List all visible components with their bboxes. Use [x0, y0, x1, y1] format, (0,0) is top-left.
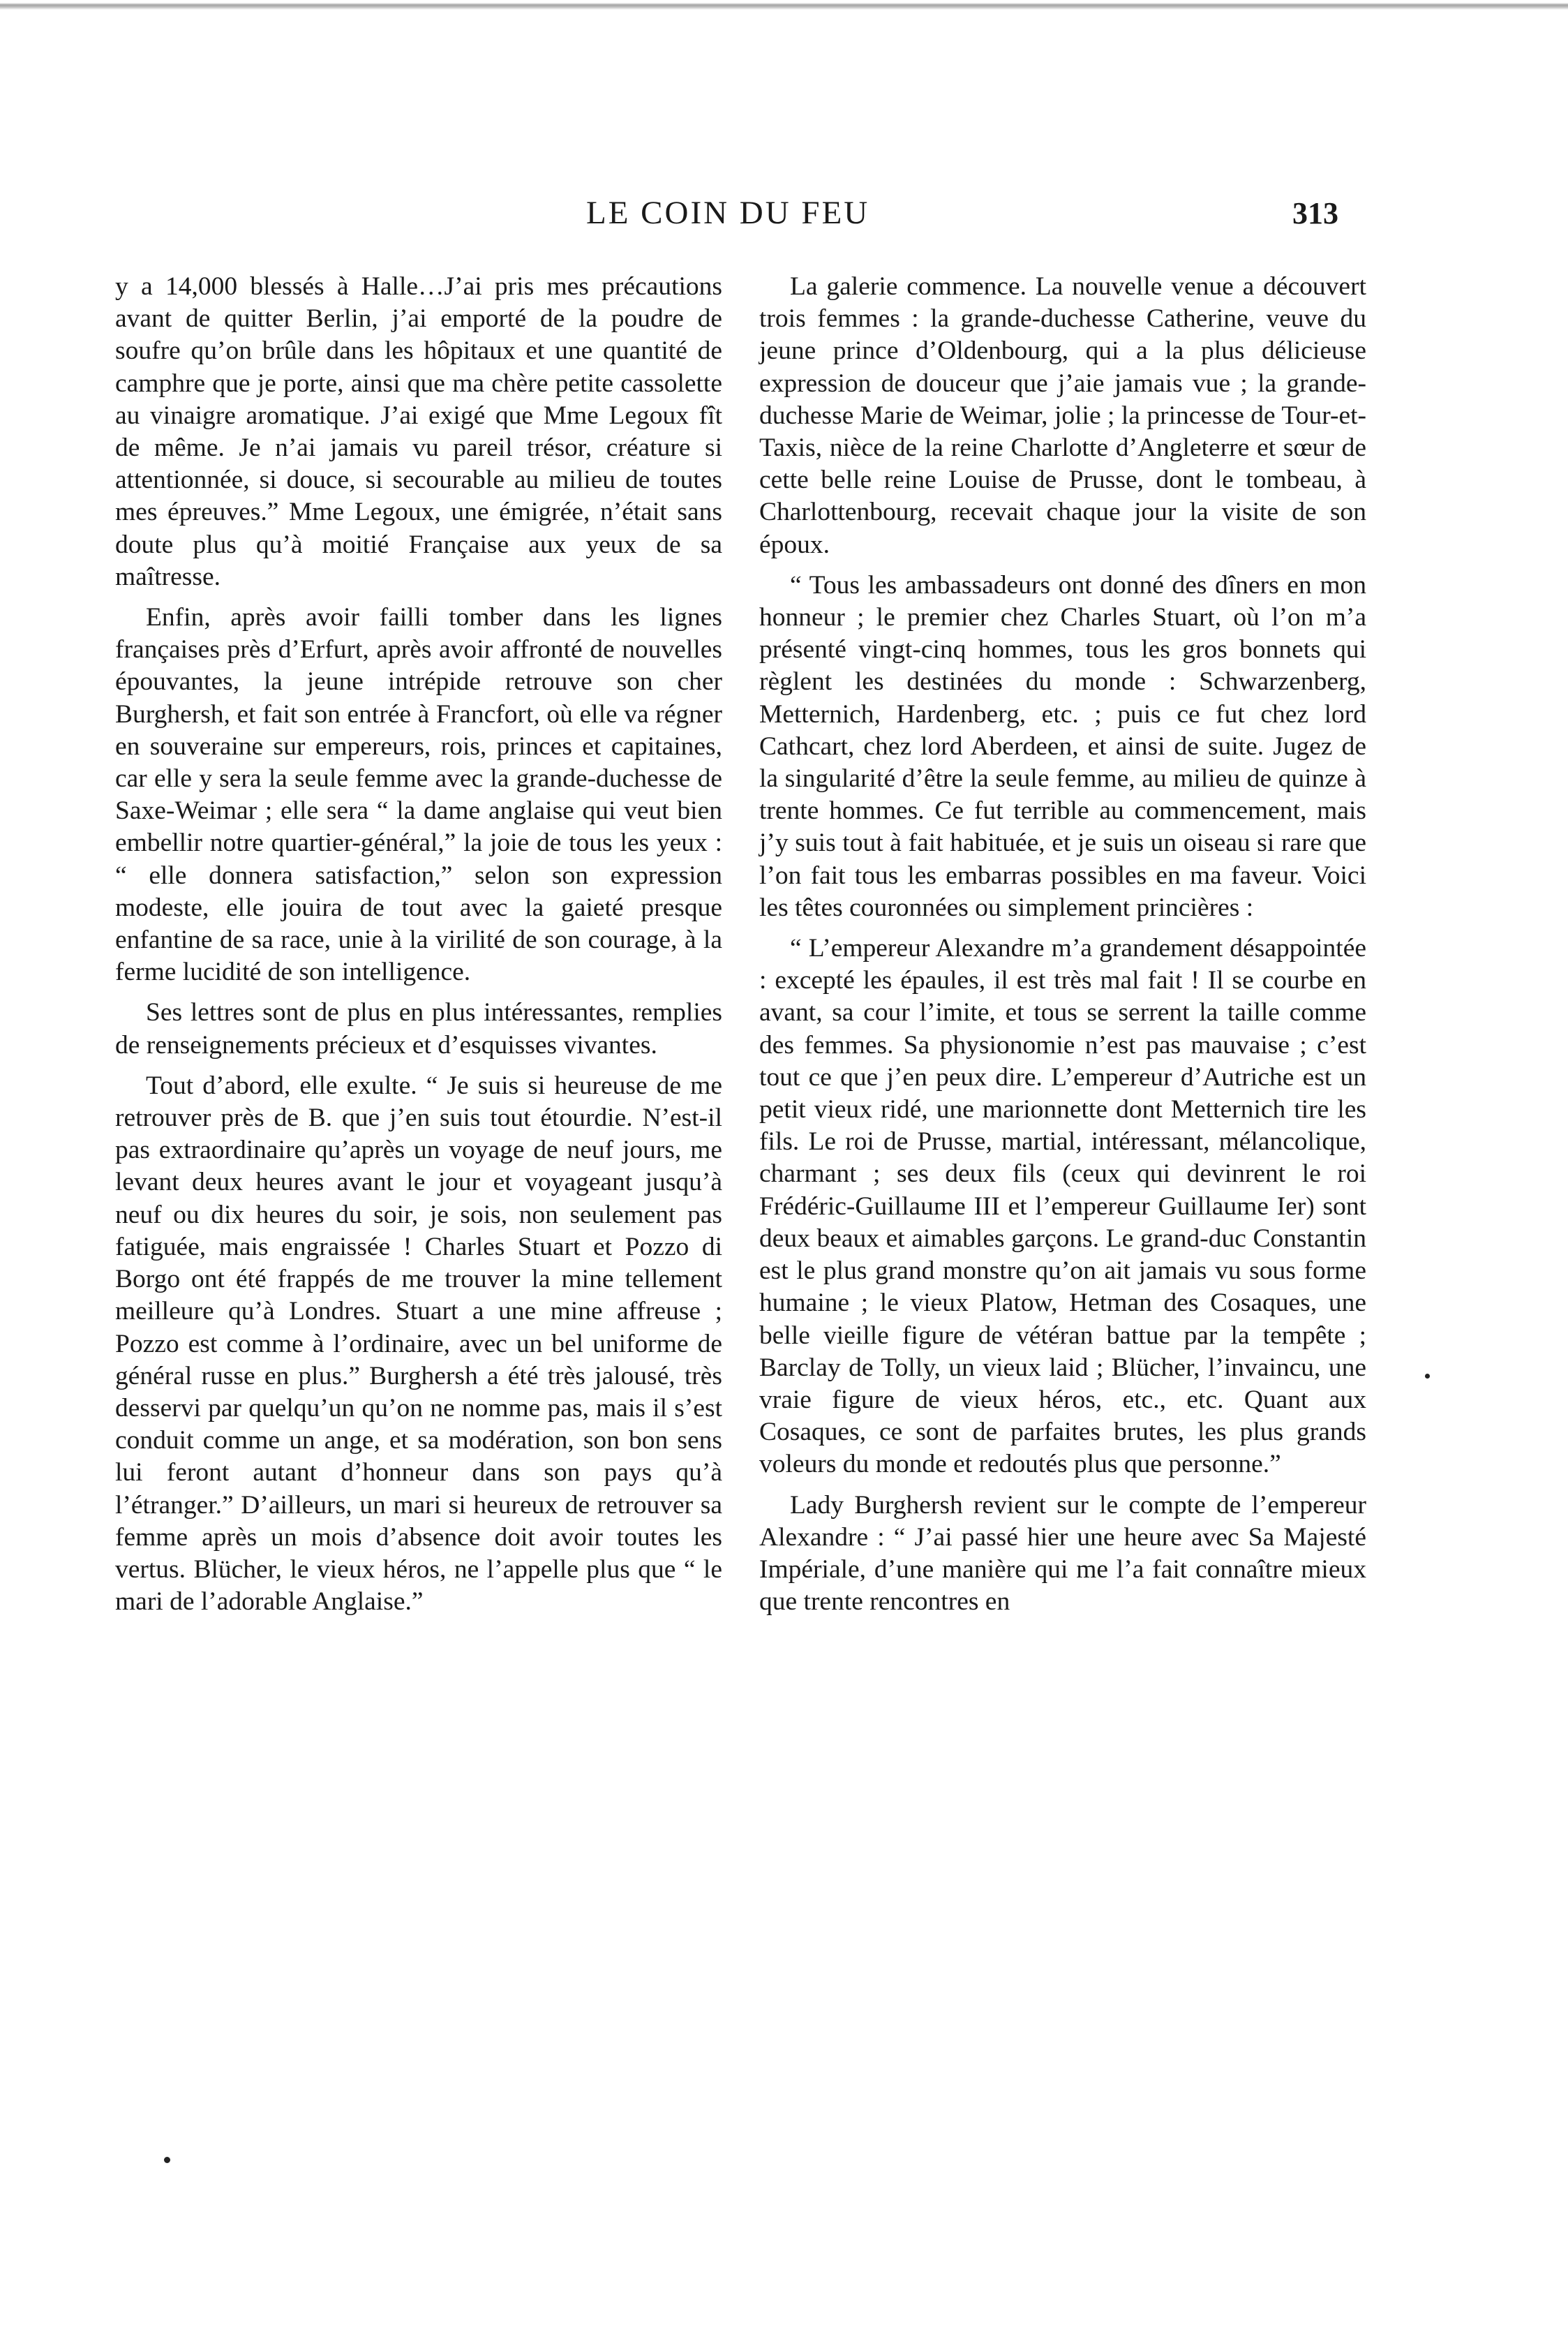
- paragraph: Ses lettres sont de plus en plus intéressantes, remplies de renseignements précieux et d’esquisses vivantes.: [115, 998, 722, 1060]
- paragraph: “ L’empereur Alexandre m’a grandement désappointée : excepté les épaules, il est très mal fait ! Il se courbe en avant, sa cour l’imite, et tous se serrent la taille comme des femmes. Sa physionomie n’est pas mauvaise ; c’est tout ce que j’en peux dire. L’empereur d’Autriche est un petit vieux ridé, une marionnette dont Metternich tire les fils. Le roi de Prusse, martial, intéressant, mélancolique, charmant ; ses deux fils (ceux qui devinrent le roi Frédéric-Guillaume III et l’empereur Guillaume Ier) sont deux beaux et aimables garçons. Le grand-duc Constantin est le plus grand monstre qu’on ait jamais vu sous forme humaine ; le vieux Platow, Hetman des Cosaques, une belle vieille figure de vétéran battue par la tempête ; Barclay de Tolly, un vieux laid ; Blücher, l’invaincu, une vraie figure de vieux héros, etc., etc. Quant aux Cosaques, ce sont de parfaites brutes, les plus grands voleurs du monde et redoutés plus que personne.”: [759, 934, 1366, 1479]
- right-column: [759, 271, 1366, 1626]
- paragraph: Tout d’abord, elle exulte. “ Je suis si heureuse de me retrouver près de B. que j’en suis tout étourdie. N’est-il pas extraordinaire qu’après un voyage de neuf jours, me levant deux heures avant le jour et voyageant jusqu’à neuf ou dix heures du soir, je sois, non seulement pas fatiguée, mais engraissée ! Charles Stuart et Pozzo di Borgo ont été frappés de me trouver la mine tellement meilleure qu’à Londres. Stuart a une mine affreuse ; Pozzo est comme à l’ordinaire, avec un bel uniforme de général russe en plus.” Burghersh a été très jalousé, très desservi par quelqu’un qu’on ne nomme pas, mais il s’est conduit comme un ange, et sa modération, son bon sens lui feront autant d’honneur dans son pays qu’à l’étranger.” D’ailleurs, un mari si heureux de retrouver sa femme après un mois d’absence doit avoir toutes les vertus. Blücher, le vieux héros, ne l’appelle plus que “ le mari de l’adorable Anglaise.”: [115, 1071, 722, 1617]
- page-top-edge: [0, 3, 1568, 10]
- running-head: LE COIN DU FEU: [586, 195, 870, 231]
- ink-speck: [1425, 1374, 1430, 1379]
- paragraph: Enfin, après avoir failli tomber dans les lignes françaises près d’Erfurt, après avoir affronté de nouvelles épouvantes, la jeune intrépide retrouve son cher Burghersh, et fait son entrée à Francfort, où elle va régner en souveraine sur empereurs, rois, princes et capitaines, car elle y sera la seule femme avec la grande-duchesse de Saxe-Weimar ; elle sera “ la dame anglaise qui veut bien embellir notre quartier-général,” la joie de tous les yeux : “ elle donnera satisfaction,” selon son expression modeste, elle jouira de tout avec la gaieté presque enfantine de sa race, unie à la virilité de son courage, à la ferme lucidité de son intelligence.: [115, 603, 722, 987]
- paragraph: y a 14,000 blessés à Halle…J’ai pris mes précautions avant de quitter Berlin, j’ai emporté de la poudre de soufre qu’on brûle dans les hôpitaux et une quantité de camphre que je porte, ainsi que ma chère petite cassolette au vinaigre aromatique. J’ai exigé que Mme Legoux fît de même. Je n’ai jamais vu pareil trésor, créature si attentionnée, si douce, si secourable au milieu de toutes mes épreuves.” Mme Legoux, une émigrée, n’était sans doute plus qu’à moitié Française aux yeux de sa maîtresse.: [115, 272, 722, 591]
- paragraph: “ Tous les ambassadeurs ont donné des dîners en mon honneur ; le premier chez Charles Stuart, où l’on m’a présenté vingt-cinq hommes, tous les gros bonnets qui règlent les destinées du monde : Schwarzenberg, Metternich, Hardenberg, etc. ; puis ce fut chez lord Cathcart, chez lord Aberdeen, et ainsi de suite. Jugez de la singularité d’être la seule femme, au milieu de quinze à trente hommes. Ce fut terrible au commencement, mais j’y suis tout à fait habituée, et je suis un oiseau si rare que l’on fait tous les embarras possibles en ma faveur. Voici les têtes couronnées ou simplement princières :: [759, 570, 1366, 922]
- page-number: 313: [1292, 196, 1338, 230]
- left-column: [115, 271, 722, 1626]
- paragraph: La galerie commence. La nouvelle venue a découvert trois femmes : la grande-duchesse Catherine, veuve du jeune prince d’Oldenbourg, qui a la plus délicieuse expression de douceur que j’aie jamais vue ; la grande-duchesse Marie de Weimar, jolie ; la princesse de Tour-et-Taxis, nièce de la reine Charlotte d’Angleterre et sœur de cette belle reine Louise de Prusse, dont le tombeau, à Charlottenbourg, recevait chaque jour la visite de son époux.: [759, 272, 1366, 559]
- paragraph: Lady Burghersh revient sur le compte de l’empereur Alexandre : “ J’ai passé hier une heure avec Sa Majesté Impériale, d’une manière qui me l’a fait connaître mieux que trente rencontres en: [759, 1490, 1366, 1617]
- ink-speck: [164, 2157, 170, 2163]
